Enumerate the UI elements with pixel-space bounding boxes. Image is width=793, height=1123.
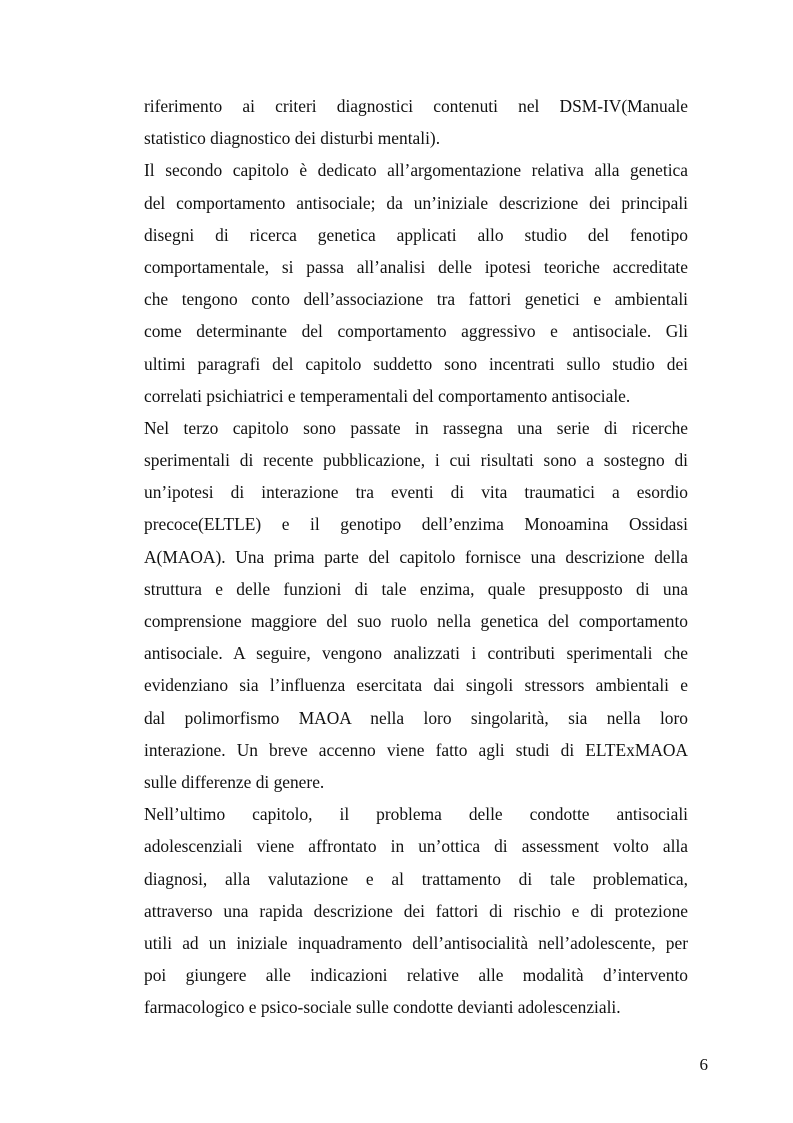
text-line: utili ad un iniziale inquadramento dell’antisocialità nell’adolescente, per <box>144 932 688 953</box>
text-line: adolescenziali viene affrontato in un’ottica di assessment volto alla <box>144 836 688 857</box>
text-line: comportamentale, si passa all’analisi delle ipotesi teoriche accreditate <box>144 256 688 277</box>
text-line: riferimento ai criteri diagnostici contenuti nel DSM-IV(Manuale <box>144 96 688 116</box>
text-line: come determinante del comportamento aggressivo e antisociale. Gli <box>144 321 688 342</box>
text-line: poi giungere alle indicazioni relative alle modalità d’intervento <box>144 965 688 986</box>
text-line: correlati psichiatrici e temperamentali del comportamento antisociale. <box>144 385 631 406</box>
text-line: struttura e delle funzioni di tale enzima, quale presupposto di una <box>144 578 688 599</box>
text-line: del comportamento antisociale; da un’iniziale descrizione dei principali <box>144 192 688 213</box>
text-line: farmacologico e psico-sociale sulle condotte devianti adolescenziali. <box>144 997 621 1018</box>
text-line: sulle differenze di genere. <box>144 771 325 792</box>
body-text <box>144 90 688 1023</box>
text-line: Nel terzo capitolo sono passate in rassegna una serie di ricerche <box>144 417 688 438</box>
text-line: comprensione maggiore del suo ruolo nella genetica del comportamento <box>144 611 688 631</box>
text-line: diagnosi, alla valutazione e al trattamento di tale problematica, <box>144 868 688 889</box>
text-line: interazione. Un breve accenno viene fatto agli studi di ELTExMAOA <box>144 739 688 760</box>
text-line: Nell’ultimo capitolo, il problema delle condotte antisociali <box>144 804 688 825</box>
text-line: antisociale. A seguire, vengono analizzati i contributi sperimentali che <box>144 643 688 664</box>
text-line: precoce(ELTLE) e il genotipo dell’enzima Monoamina Ossidasi <box>144 514 688 535</box>
text-line: dal polimorfismo MAOA nella loro singolarità, sia nella loro <box>144 707 688 728</box>
text-line: Il secondo capitolo è dedicato all’argomentazione relativa alla genetica <box>144 160 688 181</box>
text-line: un’ipotesi di interazione tra eventi di vita traumatici a esordio <box>144 482 688 503</box>
text-line: evidenziano sia l’influenza esercitata dai singoli stressors ambientali e <box>144 675 688 696</box>
text-line: sperimentali di recente pubblicazione, i cui risultati sono a sostegno di <box>144 450 688 471</box>
text-line: che tengono conto dell’associazione tra fattori genetici e ambientali <box>144 289 688 310</box>
text-line: A(MAOA). Una prima parte del capitolo fornisce una descrizione della <box>144 546 688 567</box>
text-line: statistico diagnostico dei disturbi mentali). <box>144 128 441 149</box>
text-line: disegni di ricerca genetica applicati allo studio del fenotipo <box>144 224 688 245</box>
text-line: ultimi paragrafi del capitolo suddetto sono incentrati sullo studio dei <box>144 353 688 374</box>
page-number: 6 <box>699 1055 708 1074</box>
text-line: attraverso una rapida descrizione dei fattori di rischio e di protezione <box>144 900 688 921</box>
